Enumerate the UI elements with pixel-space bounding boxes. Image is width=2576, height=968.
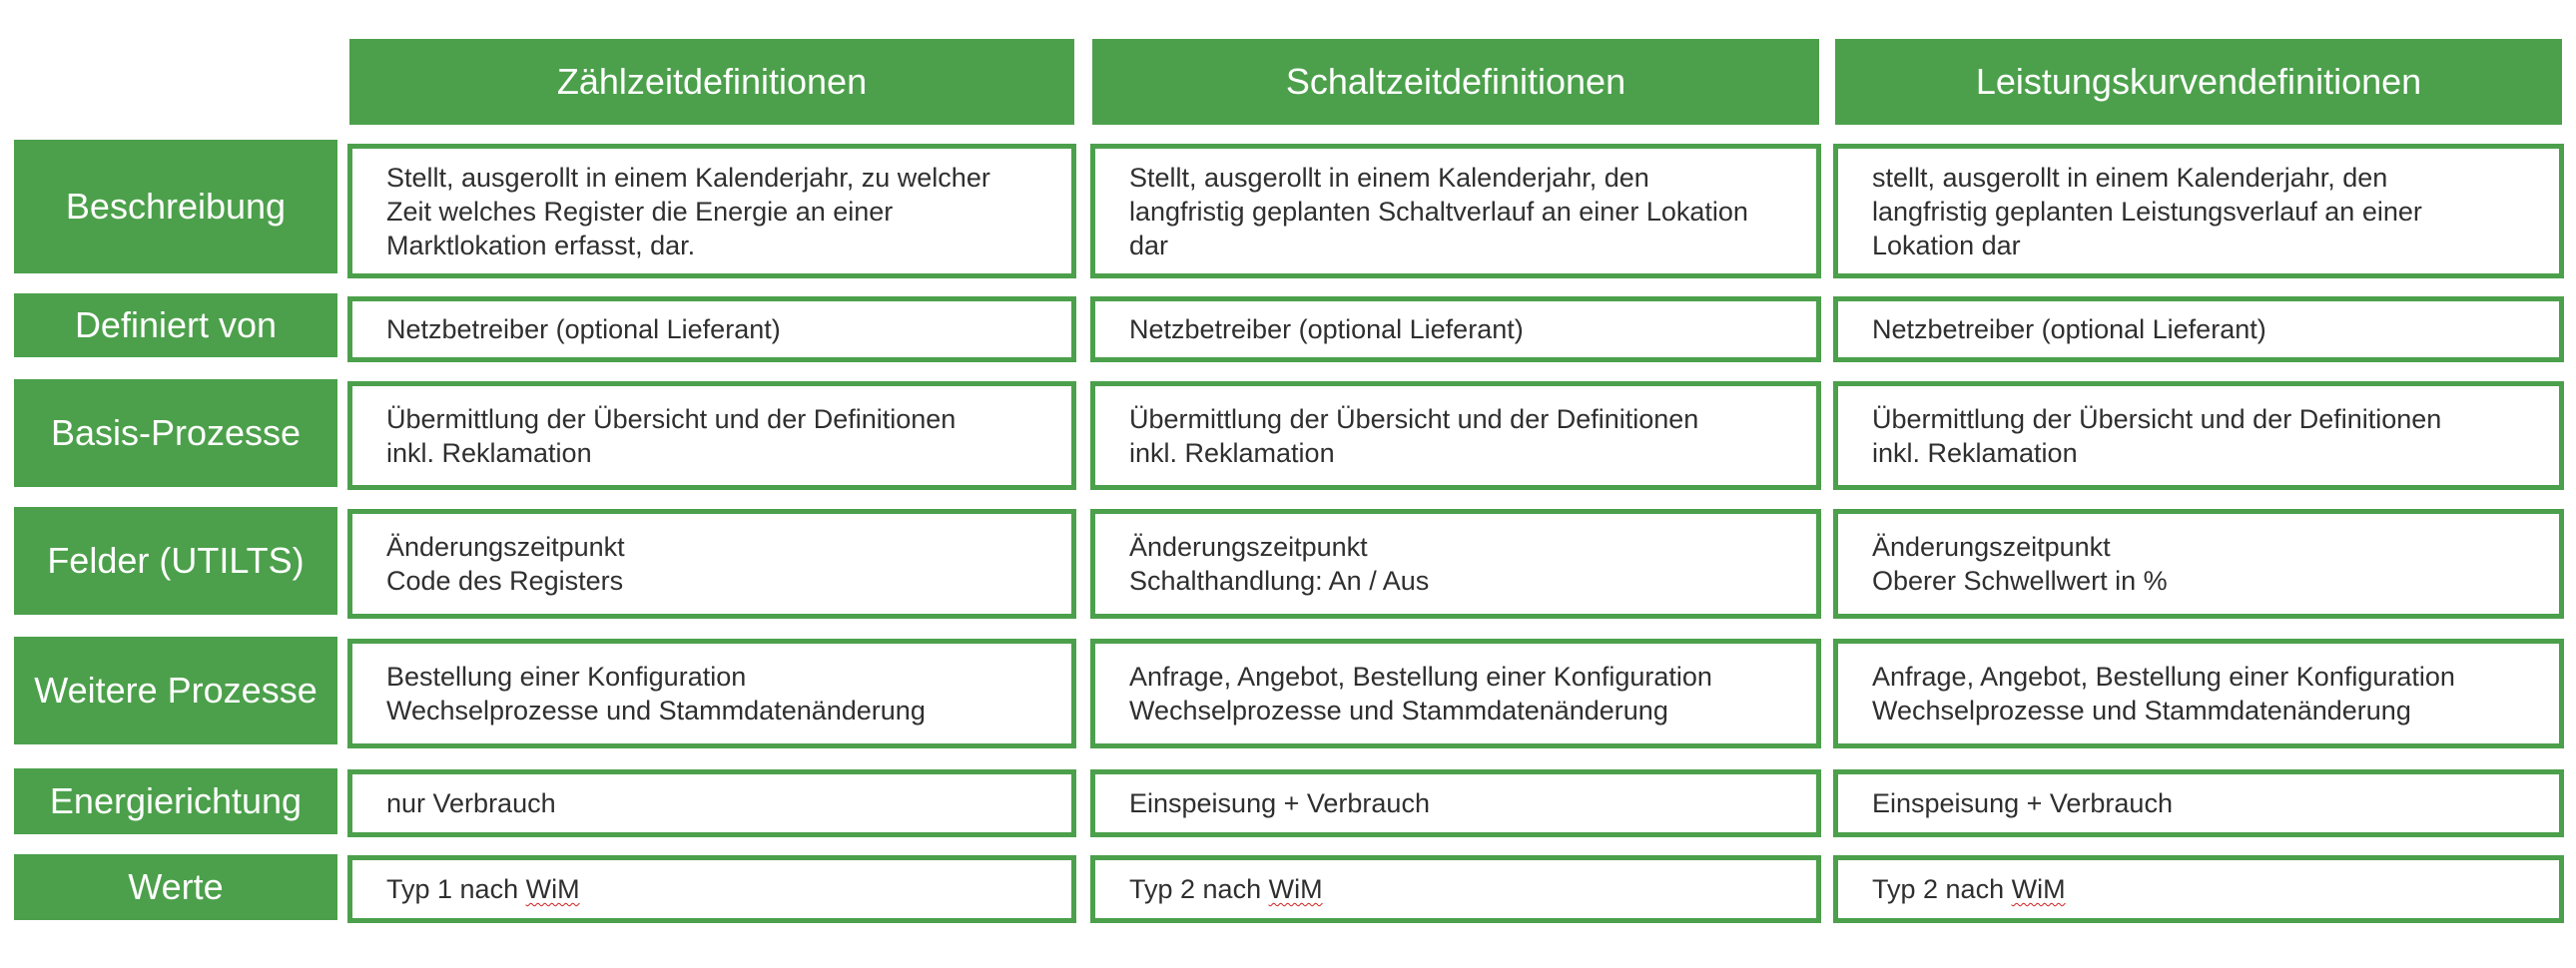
row-header-beschreibung: Beschreibung [14, 140, 337, 273]
cell-beschreibung-zaehlzeit [347, 144, 1076, 278]
row-header-felder-utilts: Felder (UTILTS) [14, 507, 337, 615]
cell-definiert-von-zaehlzeit [347, 296, 1076, 362]
cell-weitere-prozesse-zaehlzeit [347, 639, 1076, 748]
cell-line: Zeit welches Register die Energie an einer [386, 196, 894, 227]
cell-line: Lokation dar [1872, 230, 2021, 260]
cell-text-prefix: Typ 2 nach [1872, 874, 2012, 904]
cell-felder-leistungskurve [1833, 509, 2564, 619]
column-header-schaltzeitdefinitionen: Schaltzeitdefinitionen [1092, 39, 1819, 125]
row-header-werte: Werte [14, 854, 337, 920]
cell-definiert-von-schaltzeit [1090, 296, 1821, 362]
cell-text-prefix: Typ 2 nach [1129, 874, 1269, 904]
cell-felder-zaehlzeit [347, 509, 1076, 619]
cell-energierichtung-schaltzeit [1090, 769, 1821, 837]
cell-line: Übermittlung der Übersicht und der Definitionen [1129, 403, 1699, 434]
cell-line: Übermittlung der Übersicht und der Definitionen [386, 403, 957, 434]
spellcheck-flagged-term: WiM [2011, 874, 2066, 904]
cell-weitere-prozesse-schaltzeit [1090, 639, 1821, 748]
cell-line: Übermittlung der Übersicht und der Definitionen [1872, 403, 2442, 434]
cell-line: Anfrage, Angebot, Bestellung einer Konfiguration [1129, 662, 1712, 692]
column-header-zaehlzeitdefinitionen: Zählzeitdefinitionen [349, 39, 1074, 125]
cell-line: Einspeisung + Verbrauch [1872, 788, 2173, 818]
cell-line: Marktlokation erfasst, dar. [386, 230, 696, 260]
cell-definiert-von-leistungskurve [1833, 296, 2564, 362]
cell-line [1129, 872, 1782, 906]
cell-line: Netzbetreiber (optional Lieferant) [386, 314, 781, 344]
cell-line: langfristig geplanten Leistungsverlauf an einer [1872, 196, 2422, 227]
row-header-basis-prozesse: Basis-Prozesse [14, 379, 337, 487]
cell-basis-prozesse-zaehlzeit [347, 381, 1076, 490]
cell-werte-leistungskurve [1833, 855, 2564, 923]
cell-line: nur Verbrauch [386, 788, 556, 818]
cell-line: Anfrage, Angebot, Bestellung einer Konfiguration [1872, 662, 2455, 692]
cell-werte-zaehlzeit [347, 855, 1076, 923]
cell-basis-prozesse-leistungskurve [1833, 381, 2564, 490]
cell-line: Einspeisung + Verbrauch [1129, 788, 1430, 818]
cell-line: Änderungszeitpunkt [1872, 532, 2111, 562]
cell-line: stellt, ausgerollt in einem Kalenderjahr, den [1872, 162, 2388, 193]
cell-line [386, 872, 1037, 906]
cell-line: Änderungszeitpunkt [386, 532, 625, 562]
cell-energierichtung-leistungskurve [1833, 769, 2564, 837]
cell-beschreibung-leistungskurve [1833, 144, 2564, 278]
cell-line: dar [1129, 230, 1169, 260]
cell-line: Wechselprozesse und Stammdatenänderung [1872, 696, 2411, 726]
cell-line: Wechselprozesse und Stammdatenänderung [386, 696, 926, 726]
cell-line: Oberer Schwellwert in % [1872, 566, 2168, 596]
row-header-energierichtung: Energierichtung [14, 768, 337, 834]
cell-line: Netzbetreiber (optional Lieferant) [1129, 314, 1524, 344]
cell-line: inkl. Reklamation [386, 437, 592, 468]
cell-line: Code des Registers [386, 566, 624, 596]
cell-line: Stellt, ausgerollt in einem Kalenderjahr, zu welcher [386, 162, 990, 193]
cell-line: Schalthandlung: An / Aus [1129, 566, 1430, 596]
spellcheck-flagged-term: WiM [1268, 874, 1323, 904]
cell-line: inkl. Reklamation [1129, 437, 1335, 468]
cell-line: Netzbetreiber (optional Lieferant) [1872, 314, 2266, 344]
cell-line: inkl. Reklamation [1872, 437, 2078, 468]
cell-line [1872, 872, 2525, 906]
cell-weitere-prozesse-leistungskurve [1833, 639, 2564, 748]
row-header-definiert-von: Definiert von [14, 293, 337, 357]
cell-line: Änderungszeitpunkt [1129, 532, 1368, 562]
cell-line: Bestellung einer Konfiguration [386, 662, 747, 692]
cell-werte-schaltzeit [1090, 855, 1821, 923]
column-header-leistungskurvendefinitionen: Leistungskurvendefinitionen [1835, 39, 2562, 125]
cell-felder-schaltzeit [1090, 509, 1821, 619]
cell-line: langfristig geplanten Schaltverlauf an einer Lokation [1129, 196, 1748, 227]
cell-line: Stellt, ausgerollt in einem Kalenderjahr, den [1129, 162, 1649, 193]
cell-basis-prozesse-schaltzeit [1090, 381, 1821, 490]
cell-text-prefix: Typ 1 nach [386, 874, 526, 904]
spellcheck-flagged-term: WiM [525, 874, 580, 904]
cell-beschreibung-schaltzeit [1090, 144, 1821, 278]
row-header-weitere-prozesse: Weitere Prozesse [14, 637, 337, 744]
cell-line: Wechselprozesse und Stammdatenänderung [1129, 696, 1668, 726]
cell-energierichtung-zaehlzeit [347, 769, 1076, 837]
